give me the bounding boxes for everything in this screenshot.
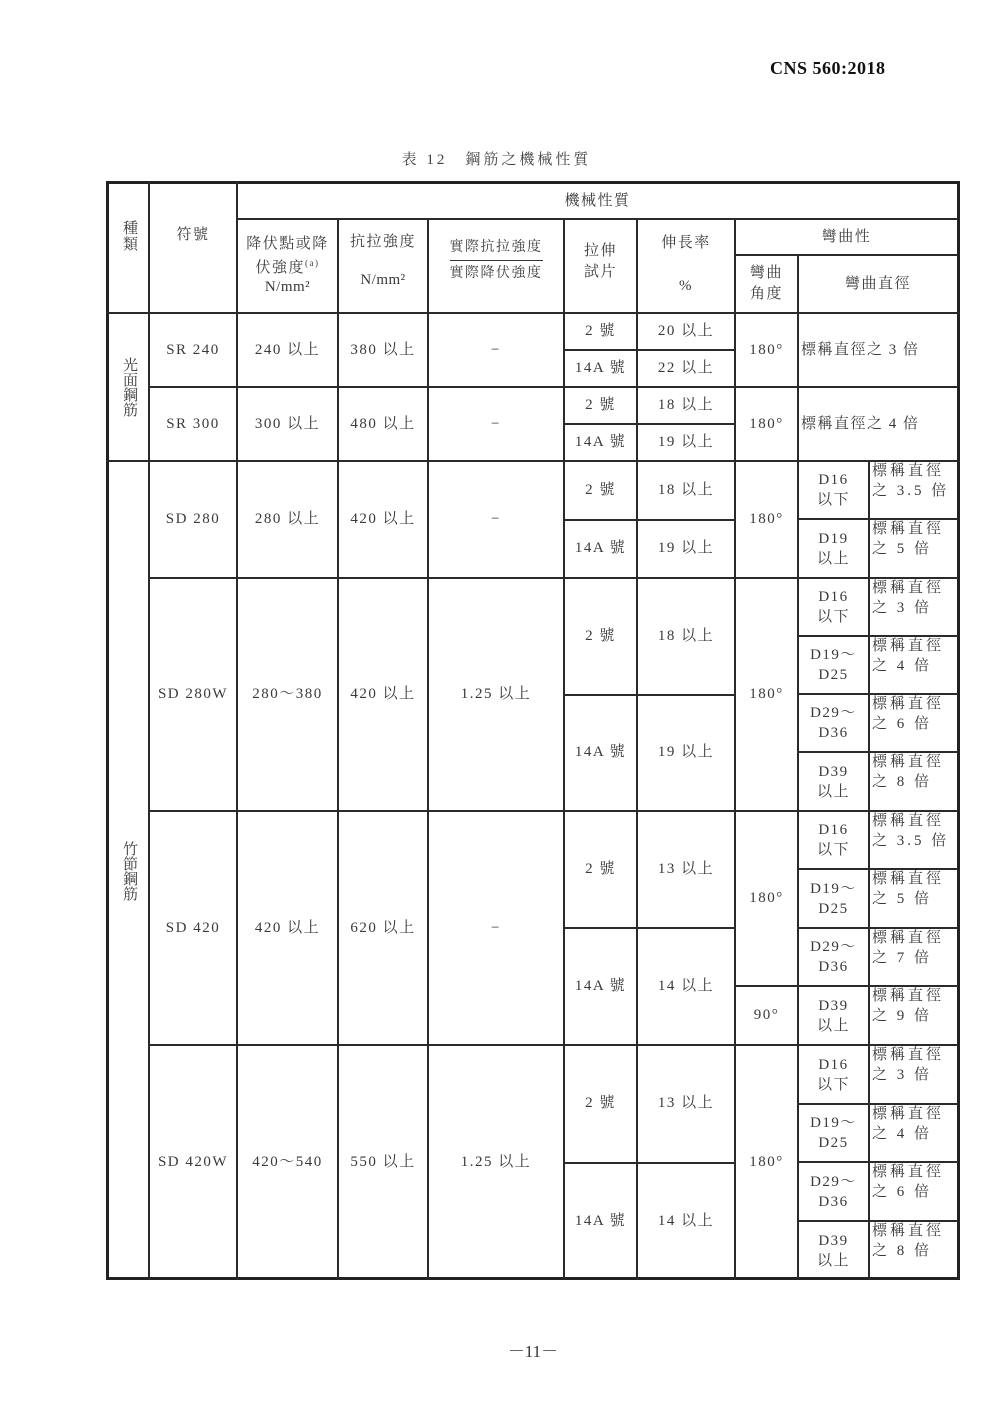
yield-cell: 280～380 — [252, 686, 323, 702]
bend-angle-cell: 180° — [749, 415, 784, 432]
bend-diameter-cell — [869, 636, 958, 694]
bar-size-cell-line: D25 — [818, 667, 849, 683]
bar-size-cell-line: D16 — [818, 472, 849, 488]
specimen-cell: 14A 號 — [574, 434, 627, 450]
bar-size-cell-line: 以上 — [816, 783, 850, 800]
bar-size-cell-line: D19～ — [810, 880, 857, 897]
specimen-cell: 14A 號 — [574, 978, 627, 994]
yield-cell: 420～540 — [252, 1154, 323, 1170]
bend-angle-cell: 180° — [749, 341, 784, 358]
bar-size-cell — [798, 986, 869, 1045]
bend-diameter-cell-line: 標稱直徑 — [872, 930, 945, 946]
ratio-cell: − — [491, 415, 501, 432]
elongation-cell: 13 以上 — [657, 861, 715, 877]
tensile-cell: 550 以上 — [350, 1154, 416, 1170]
bend-diameter-cell-line: 之 8 倍 — [872, 774, 933, 790]
header-symbol: 符號 — [176, 227, 210, 243]
ratio-fraction: $\frac{\text{實際抗拉強度}}{\text{實際降伏強度}}$ — [450, 237, 543, 284]
bend-diameter-cell — [869, 578, 958, 636]
bar-size-cell — [798, 694, 869, 752]
bar-size-cell-line: D25 — [818, 900, 849, 917]
bend-diameter-cell-line: 之 7 倍 — [872, 950, 933, 966]
bend-diameter-cell — [869, 928, 958, 986]
page-number: －11－ — [507, 1342, 559, 1361]
specimen-cell: 2 號 — [585, 481, 616, 498]
bar-size-cell — [798, 752, 869, 811]
bend-diameter-cell — [869, 752, 958, 811]
bar-size-cell-line: D16 — [818, 1056, 849, 1073]
bar-size-cell-line: D16 — [818, 822, 849, 838]
specimen-cell: 14A 號 — [574, 540, 627, 557]
bend-diameter-cell-line: 標稱直徑 — [872, 463, 945, 479]
bar-size-cell-line: 以下 — [816, 842, 850, 858]
specimen-cell: 2 號 — [585, 1095, 616, 1112]
header-tensile: 抗拉強度 N/mm² — [349, 234, 416, 288]
bar-size-cell-line: 以上 — [816, 550, 850, 567]
bend-diameter-cell-line: 標稱直徑 — [872, 813, 945, 829]
bar-size-cell-line: D16 — [818, 589, 849, 605]
bar-size-cell-line: D19～ — [810, 647, 857, 663]
specimen-cell: 2 號 — [585, 861, 616, 877]
elongation-cell: 19 以上 — [657, 744, 715, 761]
bend-diameter-cell-line: 之 4 倍 — [872, 1126, 933, 1142]
ratio-cell: 1.25 以上 — [460, 686, 532, 702]
header-specimen: 拉伸試片 — [583, 243, 617, 280]
header-yield-label: 降伏點或降伏強度$^{(a)}$ — [246, 236, 329, 276]
tensile-cell: 480 以上 — [350, 415, 416, 432]
document-code: CNS 560:2018 — [770, 58, 886, 78]
bar-size-cell — [798, 1045, 869, 1104]
bar-size-cell-line: D36 — [818, 1193, 849, 1210]
bend-diameter-cell-line: 標稱直徑 — [872, 988, 945, 1004]
bend-diameter-cell-line: 之 5 倍 — [872, 541, 933, 557]
bar-size-cell — [798, 811, 869, 869]
bend-diameter-cell-line: 標稱直徑 — [872, 696, 945, 712]
bend-diameter-cell-line: 之 5 倍 — [872, 891, 933, 907]
bend-angle-cell: 180° — [749, 686, 784, 702]
header-kind: 種類 — [121, 219, 137, 252]
bend-diameter-cell-line: 之 4 倍 — [872, 658, 933, 674]
bend-diameter-cell — [869, 986, 958, 1045]
ratio-cell: − — [491, 341, 501, 358]
bar-size-cell-line: 以下 — [816, 492, 850, 508]
header-bend-diameter: 彎曲直徑 — [844, 275, 911, 292]
symbol-cell: SR 240 — [166, 341, 220, 358]
specimen-cell: 2 號 — [585, 627, 616, 644]
bend-diameter-cell-line: 標稱直徑 — [872, 1047, 945, 1063]
header-mechanical: 機械性質 — [564, 192, 631, 209]
bar-size-cell-line: 以下 — [816, 609, 850, 625]
bend-angle-cell: 90° — [753, 1007, 780, 1023]
symbol-cell: SD 420 — [165, 919, 221, 936]
specimen-cell: 14A 號 — [574, 1212, 627, 1229]
symbol-cell: SD 280W — [157, 686, 229, 702]
bend-diameter-cell-line: 標稱直徑 — [872, 580, 945, 596]
bend-diameter-cell — [869, 1221, 958, 1280]
bend-diameter-cell-line: 標稱直徑 — [872, 521, 945, 537]
bar-size-cell-line: D25 — [818, 1135, 849, 1151]
specimen-cell: 14A 號 — [574, 744, 627, 761]
bend-angle-cell: 180° — [749, 890, 784, 906]
header-bend-angle: 彎曲角度 — [749, 265, 783, 302]
bend-diameter-cell-line: 標稱直徑 — [872, 638, 945, 654]
bar-size-cell — [798, 519, 869, 578]
bar-size-cell-line: 以下 — [816, 1076, 850, 1093]
elongation-cell: 18 以上 — [657, 397, 715, 413]
elongation-cell: 13 以上 — [657, 1095, 715, 1112]
bend-diameter-cell-line: 標稱直徑 — [872, 1106, 945, 1122]
bend-diameter-cell-line: 之 3 倍 — [872, 1067, 933, 1083]
elongation-cell: 19 以上 — [657, 434, 715, 450]
bend-diameter-cell-line: 標稱直徑 — [872, 1223, 945, 1239]
group-kind-deformed: 竹節鋼筋 — [121, 840, 137, 901]
bar-size-cell-line: D19 — [818, 530, 849, 547]
elongation-cell: 14 以上 — [657, 1212, 715, 1229]
elongation-cell: 18 以上 — [657, 481, 715, 498]
bend-diameter-cell-line: 之 6 倍 — [872, 1184, 933, 1200]
bend-diameter-cell-line: 之 9 倍 — [872, 1008, 933, 1024]
bar-size-cell-line: D19～ — [810, 1115, 857, 1131]
bend-diameter-cell — [869, 1045, 958, 1104]
tensile-cell: 380 以上 — [350, 341, 416, 358]
bend-angle-cell: 180° — [749, 1154, 784, 1170]
bar-size-cell — [798, 869, 869, 928]
bend-angle-cell: 180° — [749, 511, 784, 527]
specimen-cell: 2 號 — [585, 397, 616, 413]
bend-diameter-cell-line: 之 8 倍 — [872, 1243, 933, 1259]
bar-size-cell-line: 以上 — [816, 1017, 850, 1034]
ratio-cell: 1.25 以上 — [460, 1154, 532, 1170]
bar-size-cell-line: D39 — [818, 997, 849, 1014]
bend-diameter-cell-line: 之 3 倍 — [872, 600, 933, 616]
bend-diameter-cell — [869, 461, 958, 519]
bend-diameter-cell-line: 標稱直徑 — [872, 871, 945, 887]
ratio-cell: − — [491, 511, 501, 527]
bar-size-cell-line: 以上 — [816, 1252, 850, 1269]
tensile-cell: 420 以上 — [350, 686, 416, 702]
bend-diameter-cell-line: 之 6 倍 — [872, 716, 933, 732]
header-bendability: 彎曲性 — [821, 228, 872, 245]
tensile-cell: 420 以上 — [350, 511, 416, 527]
bend-diameter-cell — [869, 694, 958, 752]
bend-diameter-cell — [869, 811, 958, 869]
specimen-cell: 2 號 — [585, 323, 616, 339]
specimen-cell: 14A 號 — [574, 360, 627, 376]
bar-size-cell — [798, 636, 869, 694]
bend-diameter-cell: 標稱直徑之 3 倍 — [801, 341, 920, 358]
bar-size-cell-line: D29～ — [810, 939, 857, 955]
yield-cell: 280 以上 — [254, 511, 321, 527]
yield-cell: 240 以上 — [254, 341, 321, 358]
header-yield: 降伏點或降伏強度$^{(a)}$ N/mm² — [237, 219, 338, 313]
elongation-cell: 22 以上 — [657, 360, 715, 376]
symbol-cell: SD 280 — [165, 511, 221, 527]
bend-diameter-cell — [869, 519, 958, 578]
yield-cell: 420 以上 — [254, 919, 321, 936]
bend-diameter-cell — [869, 1104, 958, 1162]
bar-size-cell — [798, 1162, 869, 1221]
header-ratio — [428, 219, 564, 313]
bar-size-cell-line: D36 — [818, 959, 849, 975]
bar-size-cell-line: D29～ — [810, 1173, 857, 1190]
elongation-cell: 20 以上 — [657, 323, 715, 339]
bend-diameter-cell — [869, 1162, 958, 1221]
ratio-cell: − — [491, 919, 501, 936]
tensile-cell: 620 以上 — [350, 919, 416, 936]
bend-diameter-cell: 標稱直徑之 4 倍 — [801, 415, 920, 432]
symbol-cell: SR 300 — [166, 415, 220, 432]
table-caption: 表 12 鋼筋之機械性質 — [401, 152, 592, 168]
bend-diameter-cell-line: 標稱直徑 — [872, 754, 945, 770]
bar-size-cell-line: D36 — [818, 725, 849, 741]
bar-size-cell — [798, 578, 869, 636]
bend-diameter-cell-line: 之 3.5 倍 — [872, 483, 950, 499]
group-kind-plain: 光面鋼筋 — [121, 357, 137, 417]
bend-diameter-cell-line: 之 3.5 倍 — [872, 833, 950, 849]
bar-size-cell — [798, 461, 869, 519]
bend-diameter-cell — [869, 869, 958, 928]
bar-size-cell-line: D39 — [818, 763, 849, 780]
yield-cell: 300 以上 — [254, 415, 321, 432]
bar-size-cell-line: D39 — [818, 1232, 849, 1249]
bar-size-cell — [798, 928, 869, 986]
bend-diameter-cell-line: 標稱直徑 — [872, 1164, 945, 1180]
header-elongation: 伸長率 % — [661, 235, 711, 294]
bar-size-cell — [798, 1104, 869, 1162]
elongation-cell: 14 以上 — [657, 978, 715, 994]
bar-size-cell — [798, 1221, 869, 1280]
elongation-cell: 18 以上 — [657, 627, 715, 644]
symbol-cell: SD 420W — [157, 1154, 229, 1170]
bar-size-cell-line: D29～ — [810, 705, 857, 721]
elongation-cell: 19 以上 — [657, 540, 715, 557]
